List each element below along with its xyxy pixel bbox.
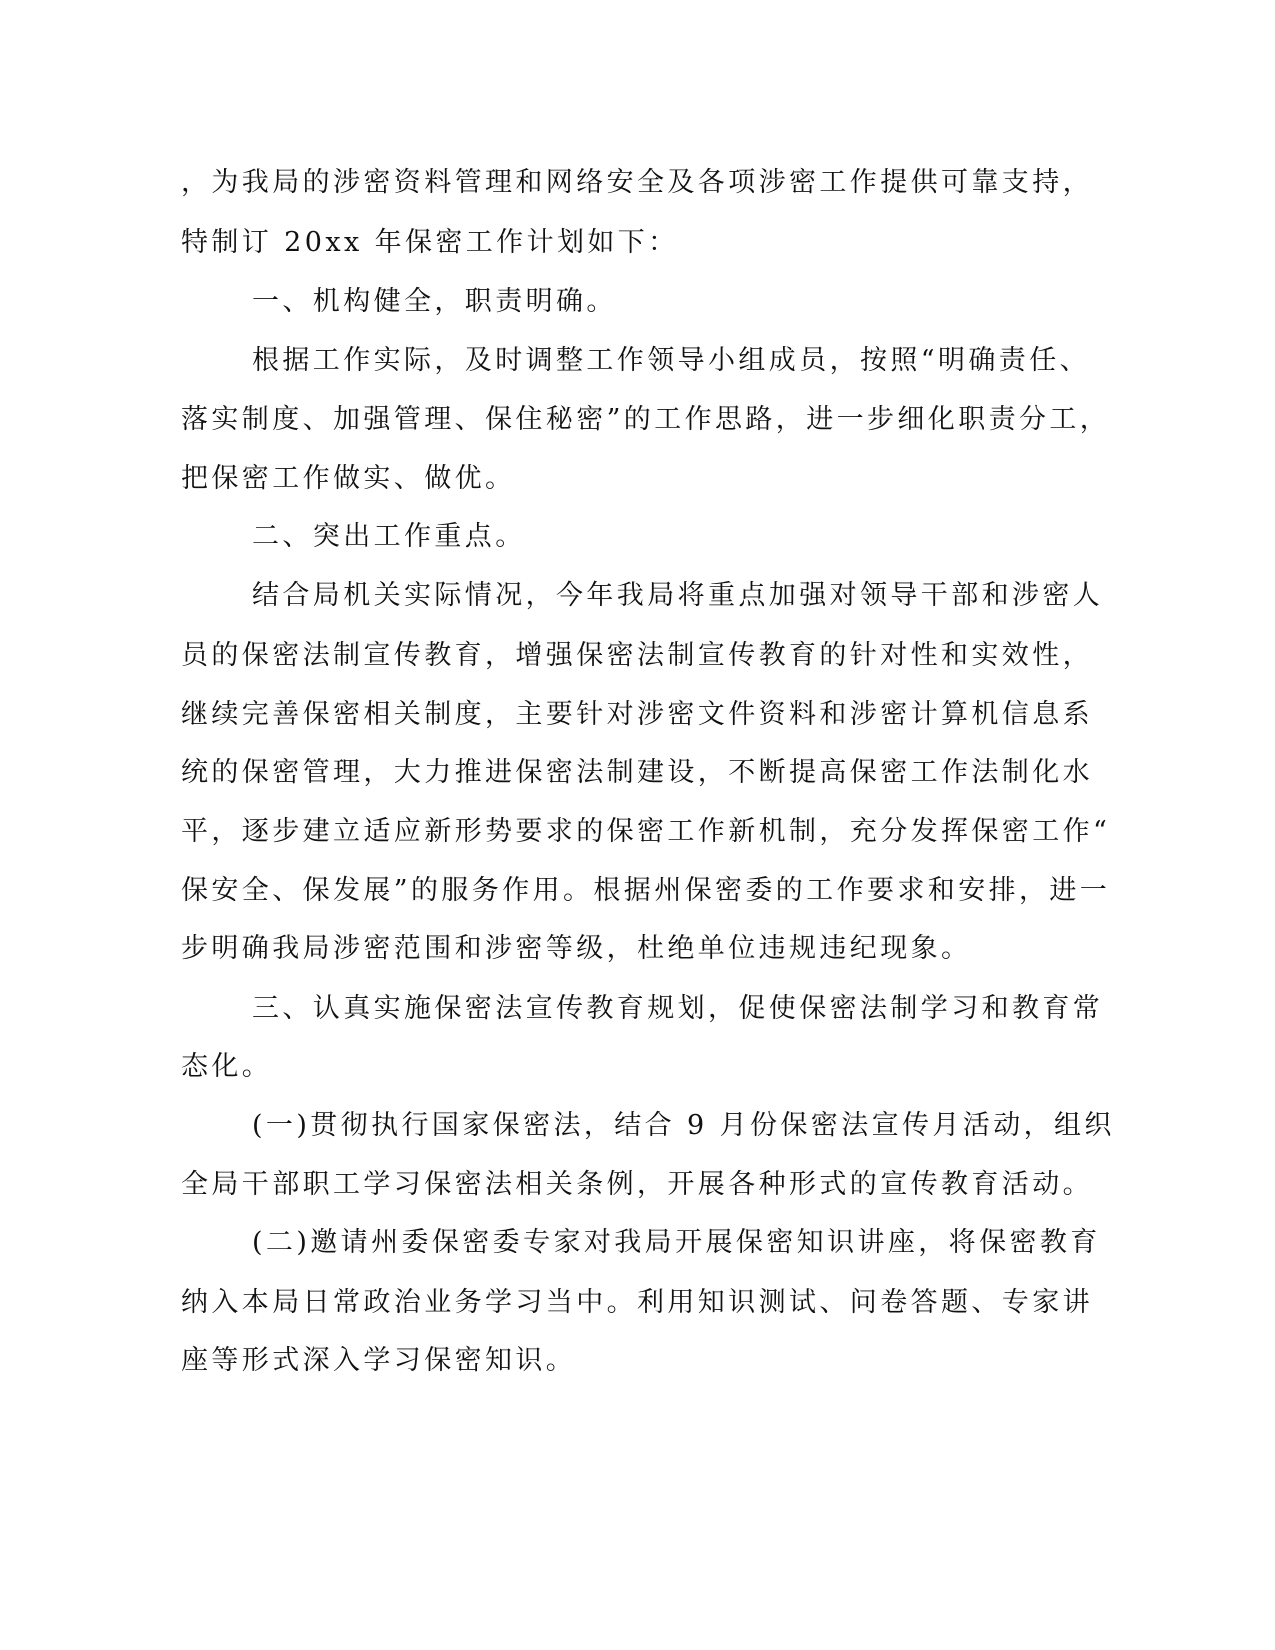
section-heading: 一、机构健全，职责明确。 bbox=[252, 286, 617, 317]
text-line: 态化。 bbox=[181, 1051, 273, 1082]
text-line: 统的保密管理，大力推进保密法制建设，不断提高保密工作法制化水 bbox=[181, 757, 1093, 788]
text-line: 把保密工作做实、做优。 bbox=[181, 463, 516, 494]
text-line: 保安全、保发展”的服务作用。根据州保密委的工作要求和安排，进一 bbox=[181, 875, 1111, 906]
text-line: 全局干部职工学习保密法相关条例，开展各种形式的宣传教育活动。 bbox=[181, 1169, 1093, 1200]
section-heading: 三、认真实施保密法宣传教育规划，促使保密法制学习和教育常 bbox=[252, 993, 1104, 1024]
text-line: 落实制度、加强管理、保住秘密”的工作思路，进一步细化职责分工， bbox=[181, 404, 1111, 435]
text-line: 根据工作实际，及时调整工作领导小组成员，按照“明确责任、 bbox=[252, 345, 1091, 376]
section-heading: 二、突出工作重点。 bbox=[252, 521, 526, 552]
text-line: 员的保密法制宣传教育，增强保密法制宣传教育的针对性和实效性， bbox=[181, 640, 1093, 671]
text-line: 平，逐步建立适应新形势要求的保密工作新机制，充分发挥保密工作“ bbox=[181, 816, 1111, 847]
text-line: (一)贯彻执行国家保密法，结合 9 月份保密法宣传月活动，组织 bbox=[252, 1110, 1115, 1141]
text-line: 步明确我局涉密范围和涉密等级，杜绝单位违规违纪现象。 bbox=[181, 933, 972, 964]
text-line: 特制订 20xx 年保密工作计划如下： bbox=[181, 227, 679, 258]
text-line: 继续完善保密相关制度，主要针对涉密文件资料和涉密计算机信息系 bbox=[181, 699, 1093, 730]
text-line: 纳入本局日常政治业务学习当中。利用知识测试、问卷答题、专家讲 bbox=[181, 1287, 1093, 1318]
text-line: ，为我局的涉密资料管理和网络安全及各项涉密工作提供可靠支持， bbox=[181, 167, 1093, 198]
text-line: 座等形式深入学习保密知识。 bbox=[181, 1345, 577, 1376]
text-line: (二)邀请州委保密委专家对我局开展保密知识讲座，将保密教育 bbox=[252, 1227, 1101, 1258]
text-line: 结合局机关实际情况，今年我局将重点加强对领导干部和涉密人 bbox=[252, 580, 1104, 611]
